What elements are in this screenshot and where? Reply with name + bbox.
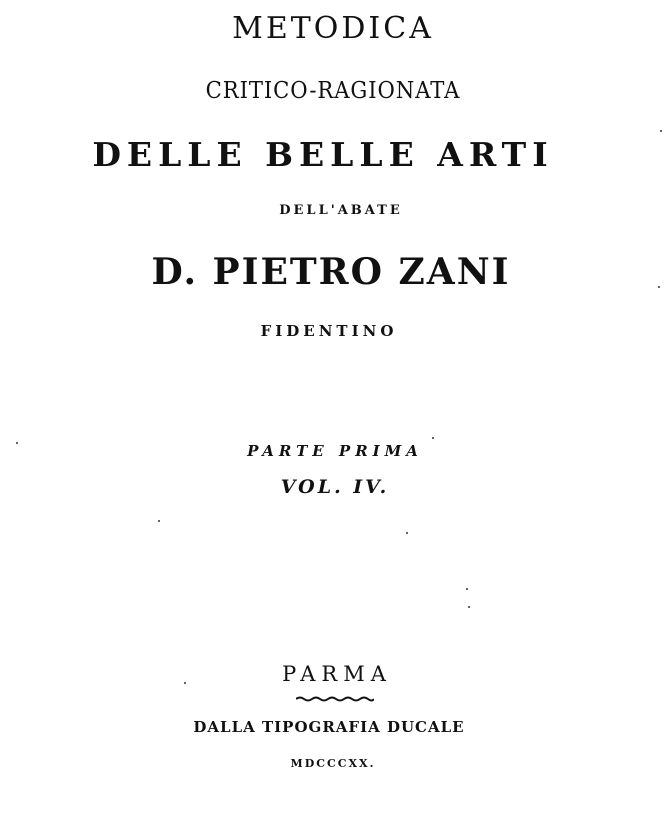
imprint-printer: DALLA TIPOGRAFIA DUCALE [193, 718, 465, 736]
author-intro: DELL'ABATE [279, 203, 403, 218]
part-label: PARTE PRIMA [247, 442, 423, 460]
title-line-critico-ragionata: CRITICO-RAGIONATA [205, 78, 461, 104]
volume-label: VOL. IV. [280, 476, 390, 498]
scan-speck [468, 606, 470, 608]
scan-speck [466, 588, 468, 590]
title-line-belle-arti: DELLE BELLE ARTI [92, 135, 554, 174]
scan-speck [184, 682, 186, 684]
scan-speck [16, 442, 18, 444]
scan-speck [406, 532, 408, 534]
title-line-metodica: METODICA [232, 11, 434, 46]
imprint-year: MDCCCXX. [290, 757, 376, 770]
ornament-rule [296, 696, 374, 702]
scan-speck [432, 437, 434, 439]
scan-speck [158, 520, 160, 522]
imprint-city: PARMA [282, 662, 392, 686]
author-origin: FIDENTINO [260, 322, 398, 340]
scan-speck [660, 130, 662, 132]
author-name: D. PIETRO ZANI [151, 251, 511, 293]
scan-speck [658, 286, 660, 288]
